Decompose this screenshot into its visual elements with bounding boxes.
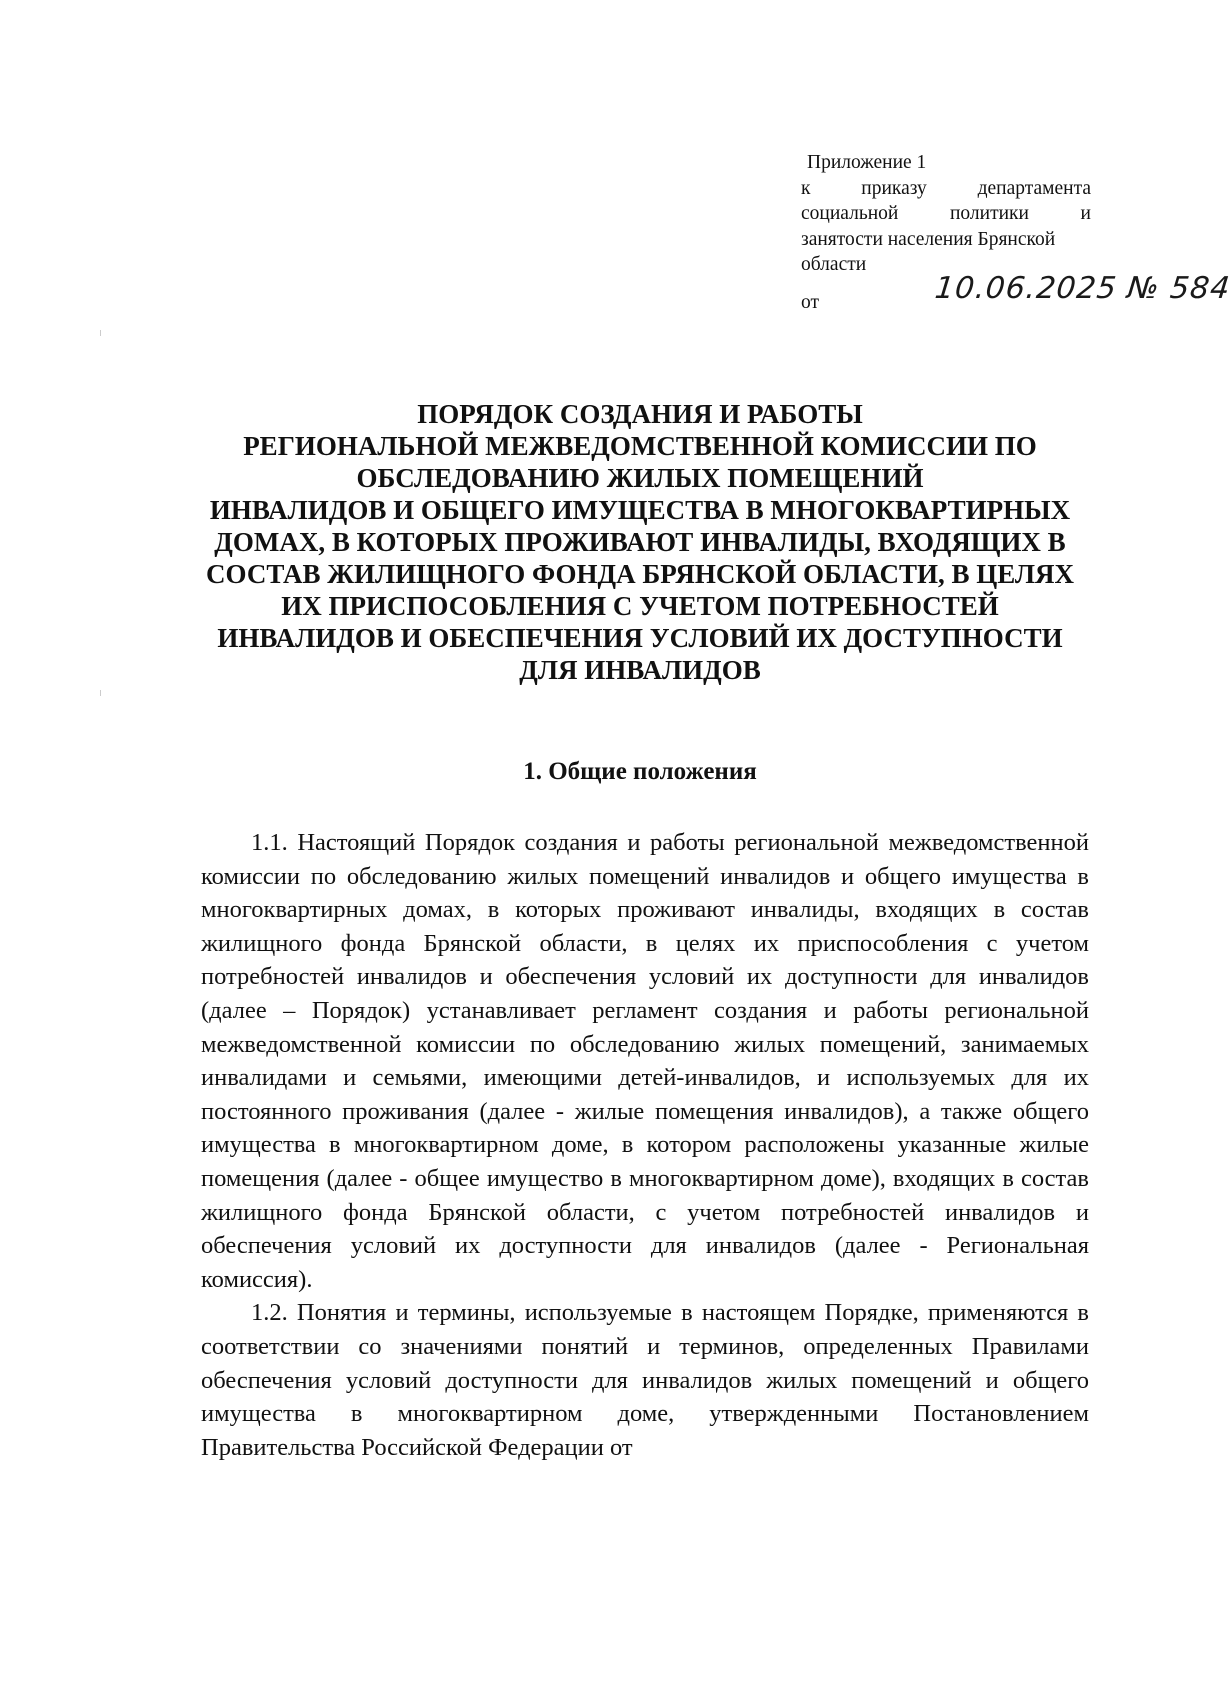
title-line: ОБСЛЕДОВАНИЮ ЖИЛЫХ ПОМЕЩЕНИЙ (356, 463, 924, 493)
document-title (190, 398, 1090, 686)
handwritten-date-number: 10.06.2025 № 584 (933, 270, 1232, 306)
title-line: ДЛЯ ИНВАЛИДОВ (519, 655, 761, 685)
appendix-label: Приложение 1 (807, 152, 927, 173)
title-line: ИНВАЛИДОВ И ОБЩЕГО ИМУЩЕСТВА В МНОГОКВАРТИРНЫХ (209, 495, 1071, 525)
body-text (201, 826, 1089, 1464)
title-line: ИХ ПРИСПОСОБЛЕНИЯ С УЧЕТОМ ПОТРЕБНОСТЕЙ (281, 591, 999, 621)
title-line: ПОРЯДОК СОЗДАНИЯ И РАБОТЫ (417, 399, 863, 429)
appendix-department-line: социальной политики и (801, 203, 1091, 224)
title-line: ДОМАХ, В КОТОРЫХ ПРОЖИВАЮТ ИНВАЛИДЫ, ВХОДЯЩИХ В (214, 527, 1066, 557)
scan-mark (100, 690, 101, 696)
paragraph-1-1: 1.1. Настоящий Порядок создания и работы региональной межведомственной комиссии по обследованию жилых помещений инвалидов и общего имущества в многоквартирных домах, в которых проживают инвалиды, входящих в состав жилищного фонда Брянской области, в целях их приспособления с учетом потребностей инвалидов и обеспечения условий их доступности для инвалидов (далее – Порядок) устанавливает регламент создания и работы региональной межведомственной комиссии по обследованию жилых помещений, занимаемых инвалидами и семьями, имеющими детей-инвалидов, и используемых для их постоянного проживания (далее - жилые помещения инвалидов), а также общего имущества в многоквартирном доме, в котором расположены указанные жилые помещения (далее - общее имущество в многоквартирном доме), входящих в состав жилищного фонда Брянской области, с учетом потребностей инвалидов и обеспечения условий их доступности для инвалидов (далее - Региональная комиссия). (201, 829, 1089, 1293)
appendix-order-ref: к приказу департамента (801, 177, 1091, 199)
section-heading: 1. Общие положения (523, 758, 757, 785)
title-line: РЕГИОНАЛЬНОЙ МЕЖВЕДОМСТВЕННОЙ КОМИССИИ ПО (243, 431, 1037, 461)
appendix-date-row (801, 270, 1232, 320)
appendix-block (801, 150, 1232, 320)
paragraph-1-2: 1.2. Понятия и термины, используемые в настоящем Порядке, применяются в соответствии со значениями понятий и терминов, определенных Правилами обеспечения условий доступности для инвалидов жилых помещений и общего имущества в многоквартирном доме, утвержденными Постановлением Правительства Российской Федерации от (201, 1299, 1089, 1461)
date-prefix: от (801, 291, 820, 313)
title-line: ИНВАЛИДОВ И ОБЕСПЕЧЕНИЯ УСЛОВИЙ ИХ ДОСТУПНОСТИ (217, 623, 1063, 653)
title-line: СОСТАВ ЖИЛИЩНОГО ФОНДА БРЯНСКОЙ ОБЛАСТИ, В ЦЕЛЯХ (206, 559, 1074, 589)
scan-mark (100, 330, 101, 336)
appendix-department-line-2: занятости населения Брянской (801, 228, 1056, 250)
appendix-region: области (801, 254, 867, 275)
